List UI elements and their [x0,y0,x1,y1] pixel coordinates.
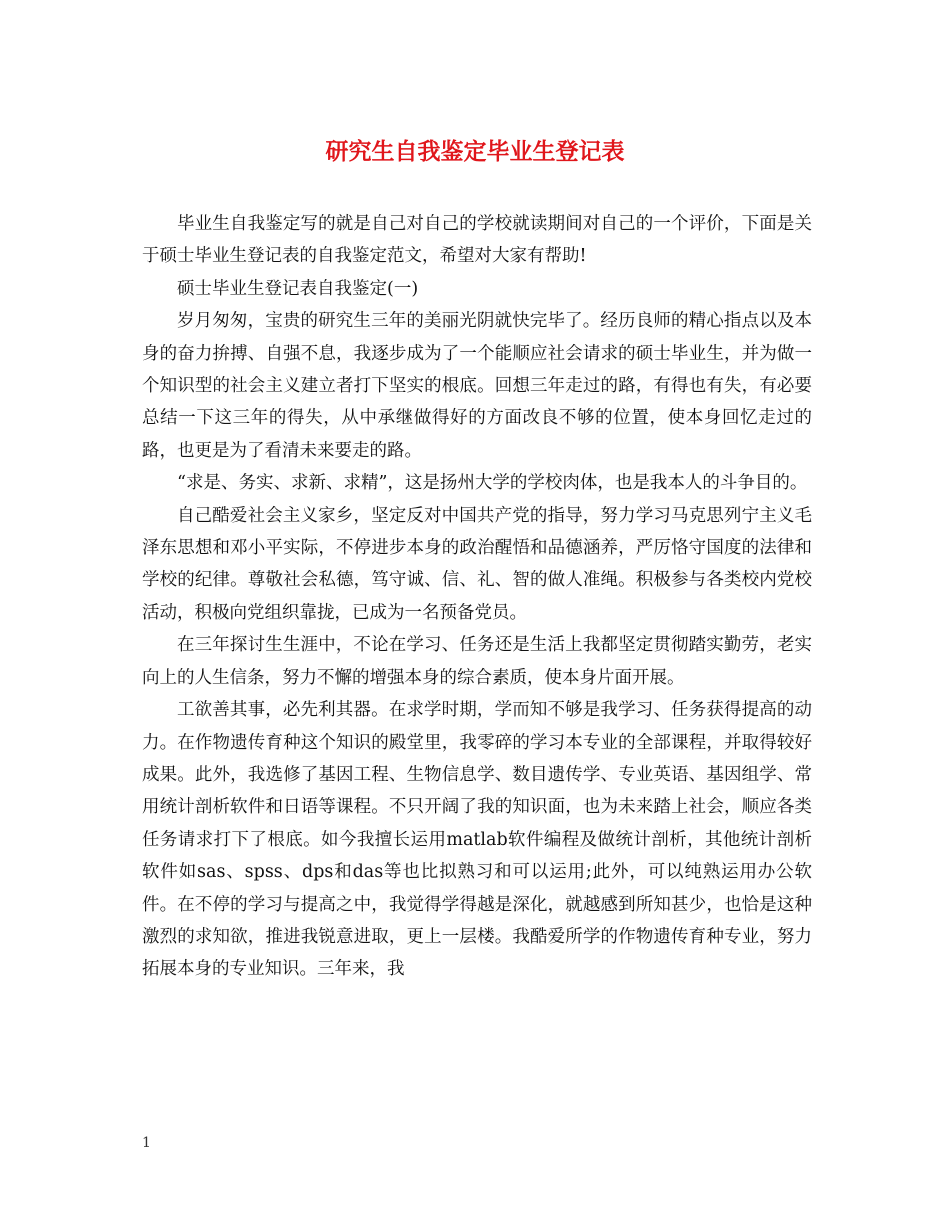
page-title: 研究生自我鉴定毕业生登记表 [325,138,625,165]
paragraph-5: 工欲善其事，必先利其器。在求学时期，学而知不够是我学习、任务获得提高的动力。在作物遗传育种这个知识的殿堂里，我零碎的学习本专业的全部课程，并取得较好成果。此外，我选修了基因工程、生物信息学、数目遗传学、专业英语、基因组学、常用统计剖析软件和日语等课程。不只开阔了我的知识面，也为未来踏上社会，顺应各类任务请求打下了根底。如今我擅长运用matlab软件编程及做统计剖析，其他统计剖析软件如sas、spss、dps和das等也比拟熟习和可以运用;此外，可以纯熟运用办公软件。在不停的学习与提高之中，我觉得学得越是深化，就越感到所知甚少，也恰是这种激烈的求知欲，推进我锐意进取，更上一层楼。我酷爱所学的作物遗传育种专业，努力拓展本身的专业知识。三年来，我 [142,700,812,980]
page-number: 1 [142,1135,151,1151]
paragraph-section-heading: 硕士毕业生登记表自我鉴定(一) [177,278,419,299]
paragraph-intro: 毕业生自我鉴定写的就是自己对自己的学校就读期间对自己的一个评价，下面是关于硕士毕业生登记表的自我鉴定范文，希望对大家有帮助! [142,214,812,267]
paragraph-2: “求是、务实、求新、求精”，这是扬州大学的学校肉体，也是我本人的斗争目的。 [177,473,808,494]
paragraph-4: 在三年探讨生生涯中，不论在学习、任务还是生活上我都坚定贯彻踏实勤劳，老实向上的人生信条，努力不懈的增强本身的综合素质，使本身片面开展。 [142,635,812,688]
paragraph-3: 自己酷爱社会主义家乡，坚定反对中国共产党的指导，努力学习马克思列宁主义毛泽东思想和邓小平实际，不停进步本身的政治醒悟和品德涵养，严厉恪守国度的法律和学校的纪律。尊敬社会私德，笃守诚、信、礼、智的做人准绳。积极参与各类校内党校活动，积极向党组织靠拢，已成为一名预备党员。 [142,505,812,623]
document-body [142,208,812,986]
paragraph-1: 岁月匆匆，宝贵的研究生三年的美丽光阴就快完毕了。经历良师的精心指点以及本身的奋力拚搏、自强不息，我逐步成为了一个能顺应社会请求的硕士毕业生，并为做一个知识型的社会主义建立者打下坚实的根底。回想三年走过的路，有得也有失，有必要总结一下这三年的得失，从中承继做得好的方面改良不够的位置，使本身回忆走过的路，也更是为了看清未来要走的路。 [142,311,812,461]
